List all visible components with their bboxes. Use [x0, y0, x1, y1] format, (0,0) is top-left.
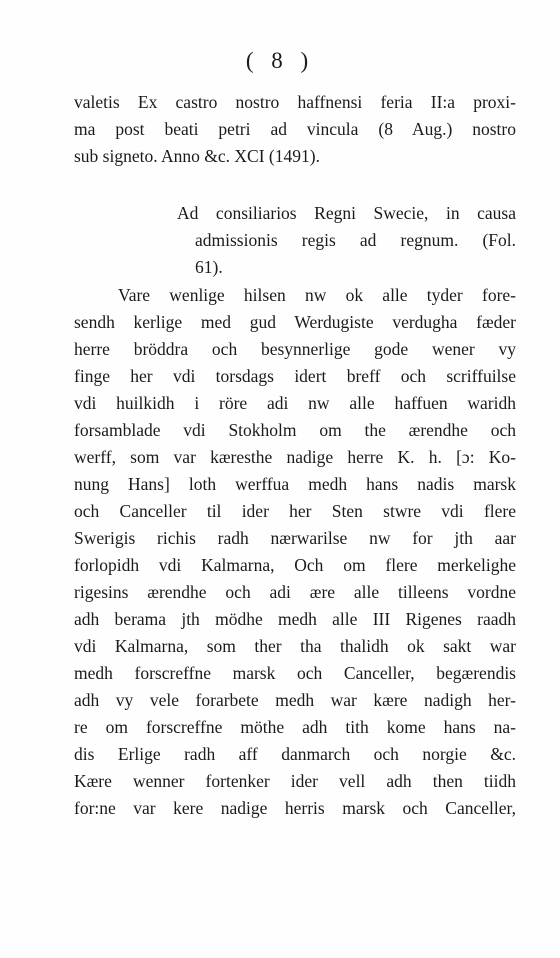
text-line: werff, som var kæresthe nadige herre K. h. [ɔ: Ko-	[74, 447, 516, 467]
text-line: herre bröddra och besynnerlige gode wener vy	[74, 339, 516, 359]
text-line: medh forscreffne marsk och Canceller, begærendis	[74, 663, 516, 683]
text-line: finge her vdi torsdags idert breff och scriffuilse	[74, 366, 516, 386]
text-line: sendh kerlige med gud Werdugiste verdugha fæder	[74, 312, 516, 332]
text-line: rigesins ærendhe och adi ære alle tilleens vordne	[74, 582, 516, 602]
text-line: for:ne var kere nadige herris marsk och Canceller,	[74, 798, 516, 818]
page-number: ( 8 )	[245, 48, 315, 73]
text-line: ma post beati petri ad vincula (8 Aug.) nostro	[74, 119, 516, 139]
letter-body	[74, 282, 516, 822]
heading-line: admissionis regis ad regnum. (Fol.	[195, 230, 516, 250]
text-line: Kære wenner fortenker ider vell adh then tiidh	[74, 771, 516, 791]
text-line: forsamblade vdi Stokholm om the ærendhe och	[74, 420, 516, 440]
heading-line: Ad consiliarios Regni Swecie, in causa	[177, 203, 516, 223]
text-line: re om forscreffne möthe adh tith kome hans na-	[74, 717, 516, 737]
text-line: Vare wenlige hilsen nw ok alle tyder fore-	[118, 285, 516, 305]
text-line: nung Hans] loth werffua medh hans nadis marsk	[74, 474, 516, 494]
text-line: forlopidh vdi Kalmarna, Och om flere merkelighe	[74, 555, 516, 575]
letter-heading	[177, 200, 516, 281]
heading-line: 61).	[195, 257, 223, 277]
text-line: och Canceller til ider her Sten stwre vdi flere	[74, 501, 516, 521]
text-line: sub signeto. Anno &c. XCI (1491).	[74, 146, 320, 166]
text-line: adh vy vele forarbete medh war kære nadigh her-	[74, 690, 516, 710]
text-line: valetis Ex castro nostro haffnensi feria II:a proxi-	[74, 92, 516, 112]
text-line: adh berama jth mödhe medh alle III Rigenes raadh	[74, 609, 516, 629]
text-line: Swerigis richis radh nærwarilse nw for jth aar	[74, 528, 516, 548]
text-line: vdi Kalmarna, som ther tha thalidh ok sakt war	[74, 636, 516, 656]
continuation-paragraph	[74, 89, 516, 170]
text-line: vdi huilkidh i röre adi nw alle haffuen waridh	[74, 393, 516, 413]
text-line: dis Erlige radh aff danmarch och norgie &c.	[74, 744, 516, 764]
